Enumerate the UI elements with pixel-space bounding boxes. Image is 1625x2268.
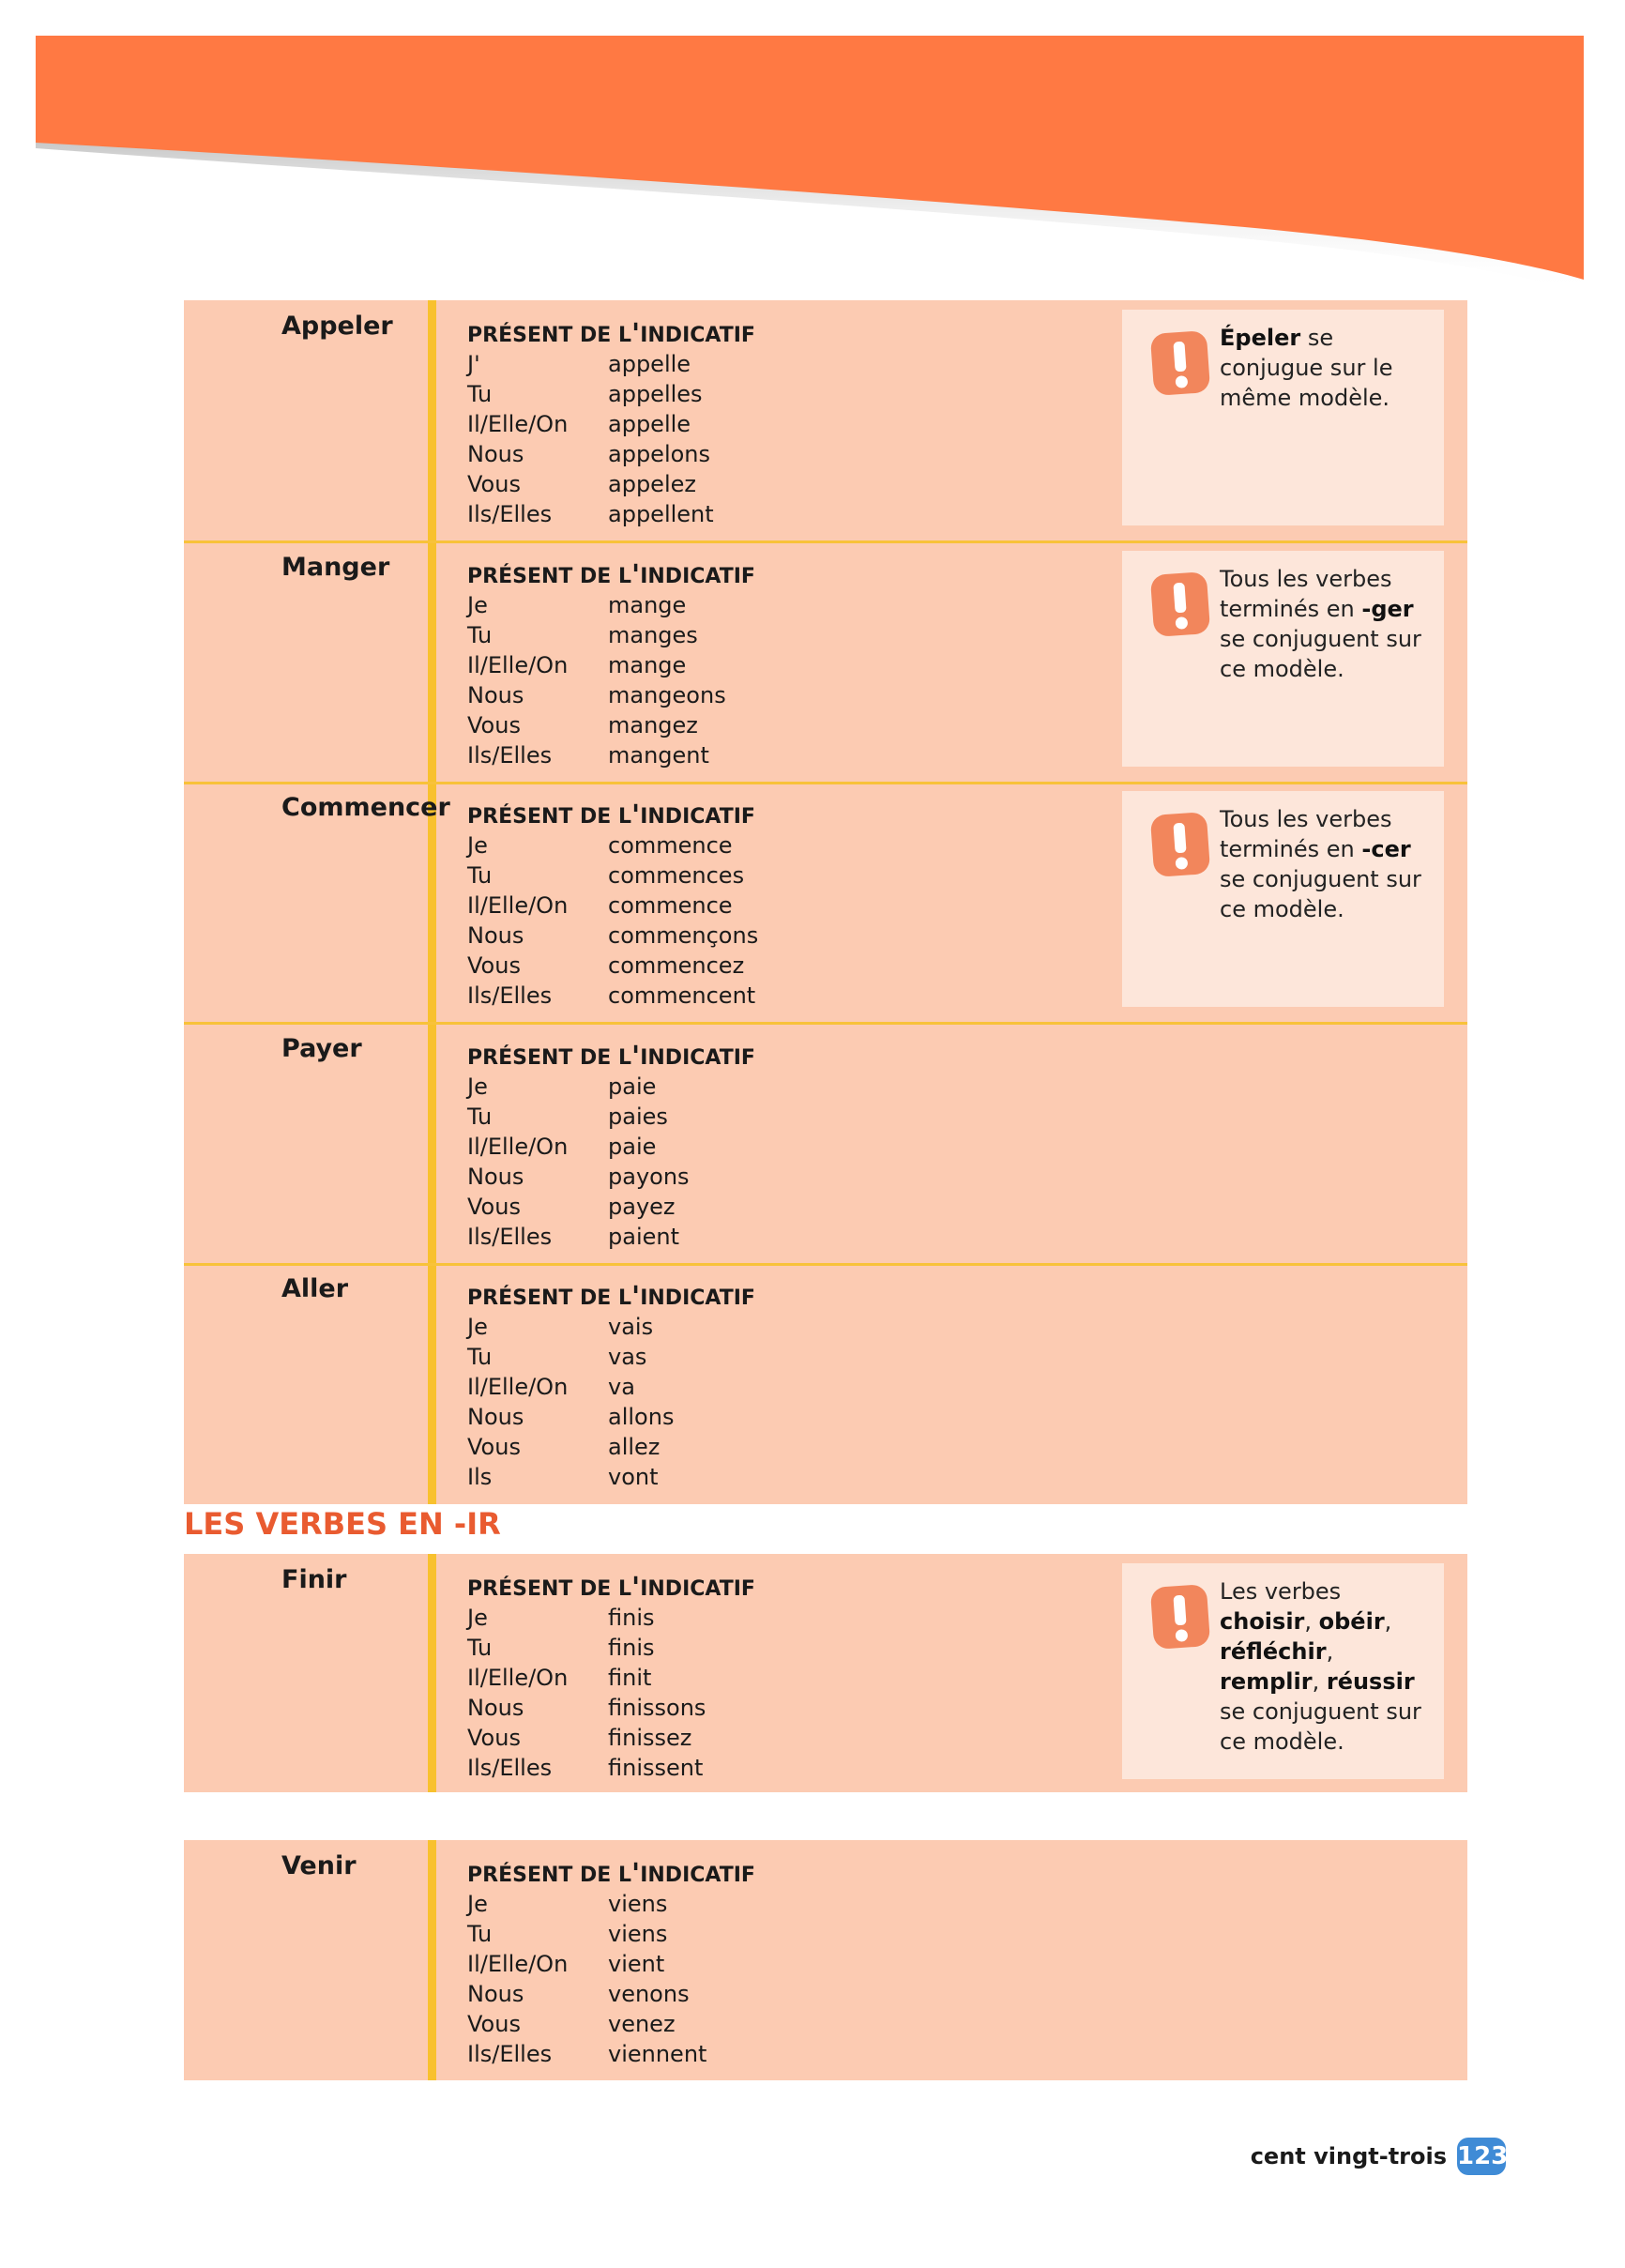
section-title: LES VERBES EN -IR [184, 1506, 501, 1542]
pronoun: Nous [467, 1695, 524, 1721]
pronoun: Je [467, 1891, 488, 1917]
tip-keyword: choisir [1220, 1608, 1305, 1635]
verb-form: vient [608, 1951, 665, 1977]
conjugation-line [467, 1753, 755, 1783]
verb-form: allez [608, 1434, 661, 1460]
verb-form: manges [608, 622, 698, 648]
pronoun: Nous [467, 1404, 524, 1430]
tense-label: PRÉSENT DE L'INDICATIF [467, 318, 755, 351]
conjugation-line [467, 1693, 755, 1723]
conjugation-line [467, 620, 755, 650]
verb-form: viennent [608, 2041, 707, 2067]
pronoun: Ils/Elles [467, 982, 553, 1009]
accent-bar [428, 1840, 436, 2080]
tip-fragment: se conjuguent sur ce modèle. [1220, 1698, 1421, 1755]
pronoun: Je [467, 1073, 488, 1100]
pronoun: Vous [467, 471, 521, 497]
verb-form: commencent [608, 982, 756, 1009]
verb-form: vont [608, 1464, 659, 1490]
conjugation-block-3 [184, 1840, 1467, 2080]
tip-text [1220, 804, 1437, 924]
tip-box-commencer [1122, 791, 1444, 1007]
verb-form: appelle [608, 351, 691, 377]
tip-box-finir [1122, 1563, 1444, 1779]
verb-form: appelle [608, 411, 691, 437]
verb-form: commence [608, 832, 733, 859]
verb-form: mangez [608, 712, 698, 738]
tip-fragment: , [1384, 1608, 1392, 1635]
pronoun: Ils/Elles [467, 1224, 553, 1250]
conjugation-line [467, 1372, 755, 1402]
row-divider [184, 782, 1467, 784]
conjugation-line [467, 981, 758, 1011]
verb-form: paie [608, 1073, 657, 1100]
tense-label: PRÉSENT DE L'INDICATIF [467, 1281, 755, 1314]
conjugation-line [467, 830, 758, 860]
pronoun: Vous [467, 1725, 521, 1751]
conjugation-line [467, 1102, 755, 1132]
verb-form: finis [608, 1635, 655, 1661]
conjugation-line [467, 379, 755, 409]
pronoun: Vous [467, 1434, 521, 1460]
tip-keyword: Épeler [1220, 325, 1301, 351]
pronoun: Il/Elle/On [467, 1374, 569, 1400]
pronoun: Il/Elle/On [467, 1134, 569, 1160]
pronoun: Tu [467, 1635, 493, 1661]
verb-form: appelles [608, 381, 703, 407]
conjugation-line [467, 439, 755, 469]
conjugation-line [467, 349, 755, 379]
verb-form: finissent [608, 1755, 704, 1781]
verb-name-finir: Finir [281, 1565, 347, 1594]
conjugation-line [467, 951, 758, 981]
verb-form: mangent [608, 742, 709, 769]
pronoun: Ils/Elles [467, 742, 553, 769]
tip-keyword: réussir [1326, 1668, 1415, 1695]
tip-keyword: -ger [1361, 596, 1414, 622]
verb-name-appeler: Appeler [281, 312, 393, 341]
verb-form: mangeons [608, 682, 726, 708]
verb-form: vais [608, 1314, 654, 1340]
conjugation-line [467, 1603, 755, 1633]
tense-apostrophe: ' [631, 1572, 641, 1605]
conjugation-line [467, 1132, 755, 1162]
verb-form: finissons [608, 1695, 706, 1721]
tip-text [1220, 323, 1437, 413]
verb-form: venez [608, 2011, 676, 2037]
pronoun: Il/Elle/On [467, 1665, 569, 1691]
verb-form: viens [608, 1921, 668, 1947]
conjugation-line [467, 890, 758, 921]
conjugation-venir [467, 1859, 755, 2069]
verb-form: finit [608, 1665, 652, 1691]
verb-form: commencez [608, 952, 745, 979]
verb-name-payer: Payer [281, 1034, 362, 1063]
tip-box-appeler [1122, 310, 1444, 525]
tense-apostrophe: ' [631, 318, 641, 351]
verb-form: commençons [608, 922, 759, 949]
pronoun: Vous [467, 712, 521, 738]
tense-apostrophe: ' [631, 799, 641, 832]
pronoun: Tu [467, 1344, 493, 1370]
tense-label: PRÉSENT DE L'INDICATIF [467, 1041, 755, 1073]
conjugation-line [467, 1162, 755, 1192]
pronoun: Ils/Elles [467, 501, 553, 527]
conjugation-aller [467, 1282, 755, 1492]
pronoun: Il/Elle/On [467, 411, 569, 437]
exclamation-icon [1150, 571, 1210, 637]
verb-form: appellent [608, 501, 714, 527]
conjugation-line [467, 1342, 755, 1372]
accent-bar [428, 1554, 436, 1792]
verb-form: payons [608, 1164, 690, 1190]
pronoun: Ils [467, 1464, 493, 1490]
conjugation-line [467, 921, 758, 951]
tip-fragment: se conjuguent sur ce modèle. [1220, 866, 1421, 922]
conjugation-manger [467, 560, 755, 770]
tip-fragment: , [1304, 1608, 1319, 1635]
verb-form: finissez [608, 1725, 692, 1751]
conjugation-line [467, 1979, 755, 2009]
pronoun: Nous [467, 1164, 524, 1190]
conjugation-line [467, 469, 755, 499]
conjugation-line [467, 1312, 755, 1342]
verb-name-venir: Venir [281, 1851, 357, 1880]
pronoun: Tu [467, 1921, 493, 1947]
verb-form: payez [608, 1194, 676, 1220]
verb-form: mange [608, 652, 687, 678]
tense-apostrophe: ' [631, 1041, 641, 1073]
pronoun: Vous [467, 952, 521, 979]
pronoun: Ils/Elles [467, 1755, 553, 1781]
conjugation-line [467, 1723, 755, 1753]
tense-label: PRÉSENT DE L'INDICATIF [467, 559, 755, 592]
pronoun: Nous [467, 922, 524, 949]
conjugation-payer [467, 1042, 755, 1252]
tip-fragment: Les verbes [1220, 1578, 1342, 1605]
conjugation-line [467, 2039, 755, 2069]
verb-form: va [608, 1374, 635, 1400]
row-divider [184, 1022, 1467, 1025]
conjugation-finir [467, 1573, 755, 1783]
conjugation-commencer [467, 800, 758, 1011]
exclamation-icon [1150, 1584, 1210, 1650]
pronoun: Tu [467, 622, 493, 648]
conjugation-line [467, 650, 755, 680]
conjugation-line [467, 1663, 755, 1693]
pronoun: Je [467, 832, 488, 859]
verb-form: allons [608, 1404, 675, 1430]
tense-label: PRÉSENT DE L'INDICATIF [467, 799, 755, 832]
conjugation-line [467, 1889, 755, 1919]
conjugation-line [467, 2009, 755, 2039]
tip-text [1220, 564, 1437, 684]
pronoun: Vous [467, 2011, 521, 2037]
pronoun: Je [467, 1314, 488, 1340]
tip-box-manger [1122, 551, 1444, 767]
pronoun: J' [467, 351, 480, 377]
pronoun: Ils/Elles [467, 2041, 553, 2067]
conjugation-appeler [467, 319, 755, 529]
conjugation-line [467, 860, 758, 890]
verb-form: commences [608, 862, 745, 889]
tip-fragment: Tous les verbes terminés en [1220, 566, 1392, 622]
pronoun: Vous [467, 1194, 521, 1220]
pronoun: Il/Elle/On [467, 892, 569, 919]
tense-apostrophe: ' [631, 1858, 641, 1891]
conjugation-line [467, 1402, 755, 1432]
verb-form: appelons [608, 441, 711, 467]
tip-keyword: réfléchir [1220, 1638, 1327, 1665]
conjugation-line [467, 1949, 755, 1979]
conjugation-line [467, 409, 755, 439]
pronoun: Je [467, 1605, 488, 1631]
tip-fragment: se conjugue sur le même modèle. [1220, 325, 1393, 411]
verb-form: paies [608, 1104, 668, 1130]
conjugation-line [467, 1633, 755, 1663]
row-divider [184, 1263, 1467, 1266]
verb-name-commencer: Commencer [281, 793, 450, 822]
conjugation-line [467, 1919, 755, 1949]
tip-fragment: , [1312, 1668, 1327, 1695]
verb-form: viens [608, 1891, 668, 1917]
conjugation-line [467, 1072, 755, 1102]
tense-label: PRÉSENT DE L'INDICATIF [467, 1858, 755, 1891]
conjugation-line [467, 1192, 755, 1222]
verb-form: commence [608, 892, 733, 919]
verb-form: mange [608, 592, 687, 618]
pronoun: Tu [467, 862, 493, 889]
verb-name-aller: Aller [281, 1274, 349, 1303]
header-banner [0, 0, 1625, 310]
tense-apostrophe: ' [631, 559, 641, 592]
exclamation-icon [1150, 330, 1210, 396]
tip-fragment: se conjuguent sur ce modèle. [1220, 626, 1421, 682]
conjugation-line [467, 680, 755, 710]
verb-form: venons [608, 1981, 690, 2007]
footer-text: cent vingt-trois [1250, 2143, 1447, 2169]
conjugation-line [467, 740, 755, 770]
tip-keyword: -cer [1361, 836, 1411, 862]
pronoun: Tu [467, 381, 493, 407]
accent-bar [428, 300, 436, 1504]
tense-apostrophe: ' [631, 1281, 641, 1314]
conjugation-line [467, 499, 755, 529]
pronoun: Tu [467, 1104, 493, 1130]
verb-name-manger: Manger [281, 553, 390, 582]
conjugation-line [467, 1462, 755, 1492]
conjugation-line [467, 710, 755, 740]
page-number-badge: 123 [1457, 2138, 1506, 2175]
pronoun: Je [467, 592, 488, 618]
conjugation-line [467, 590, 755, 620]
conjugation-line [467, 1222, 755, 1252]
pronoun: Nous [467, 441, 524, 467]
tip-keyword: remplir [1220, 1668, 1313, 1695]
verb-form: paient [608, 1224, 679, 1250]
verb-form: paie [608, 1134, 657, 1160]
pronoun: Il/Elle/On [467, 1951, 569, 1977]
verb-form: appelez [608, 471, 696, 497]
pronoun: Il/Elle/On [467, 652, 569, 678]
tense-label: PRÉSENT DE L'INDICATIF [467, 1572, 755, 1605]
verb-form: vas [608, 1344, 647, 1370]
tip-fragment: Tous les verbes terminés en [1220, 806, 1392, 862]
conjugation-line [467, 1432, 755, 1462]
pronoun: Nous [467, 1981, 524, 2007]
exclamation-icon [1150, 812, 1210, 877]
pronoun: Nous [467, 682, 524, 708]
verb-form: finis [608, 1605, 655, 1631]
row-divider [184, 540, 1467, 543]
tip-keyword: obéir [1318, 1608, 1385, 1635]
tip-text [1220, 1576, 1437, 1757]
tip-fragment: , [1326, 1638, 1334, 1665]
